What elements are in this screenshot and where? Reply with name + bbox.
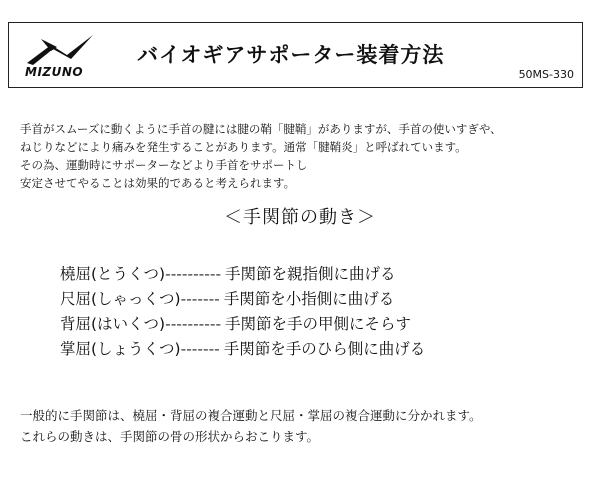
- motion-description: 手関節を手のひら側に曲げる: [223, 340, 426, 358]
- summary-line: これらの動きは、手関節の骨の形状からおこります。: [20, 429, 320, 444]
- runbird-icon: [23, 33, 97, 67]
- motion-description: 手関節を小指側に曲げる: [223, 290, 395, 308]
- motion-row-dorsiflexion: [60, 312, 425, 337]
- section-title: ＜手関節の動き＞: [224, 207, 376, 228]
- motion-term: 掌屈(しょうくつ): [60, 340, 181, 358]
- motion-row-ulnar-flexion: [60, 287, 425, 312]
- intro-line: 手首がスムーズに動くように手首の腱には腱の鞘「腱鞘」がありますが、手首の使いすぎや、: [20, 122, 502, 136]
- motion-description: 手関節を親指側に曲げる: [225, 265, 396, 283]
- motion-description: 手関節を手の甲側にそらす: [225, 315, 412, 333]
- leader-dashes: -------: [180, 290, 220, 308]
- wrist-motions-list: [60, 262, 425, 362]
- motion-row-palmar-flexion: [60, 337, 425, 362]
- leader-dashes: -------: [180, 340, 220, 358]
- motion-term: 尺屈(しゃっくつ): [60, 290, 181, 308]
- model-number: 50MS-330: [518, 68, 574, 81]
- intro-line: その為、運動時にサポーターなどより手首をサポートし: [20, 158, 308, 172]
- summary-text: [20, 405, 595, 447]
- leader-dashes: ----------: [165, 315, 222, 333]
- motion-row-radial-flexion: [60, 262, 425, 287]
- intro-text: [20, 120, 590, 192]
- header-box: [8, 22, 583, 88]
- mizuno-logo: [23, 33, 97, 81]
- motion-term: 橈屈(とうくつ): [60, 265, 166, 283]
- motion-term: 背屈(はいくつ): [60, 315, 166, 333]
- intro-line: ねじりなどにより痛みを発生することがあります。通常「腱鞘炎」と呼ばれています。: [20, 140, 467, 154]
- leader-dashes: ----------: [165, 265, 222, 283]
- page-title: バイオギアサポーター装着方法: [137, 43, 445, 67]
- brand-wordmark: MIZUNO: [25, 65, 84, 79]
- intro-line: 安定させてやることは効果的であると考えられます。: [20, 176, 296, 190]
- summary-line: 一般的に手関節は、橈屈・背屈の複合運動と尺屈・掌屈の複合運動に分かれます。: [20, 408, 482, 423]
